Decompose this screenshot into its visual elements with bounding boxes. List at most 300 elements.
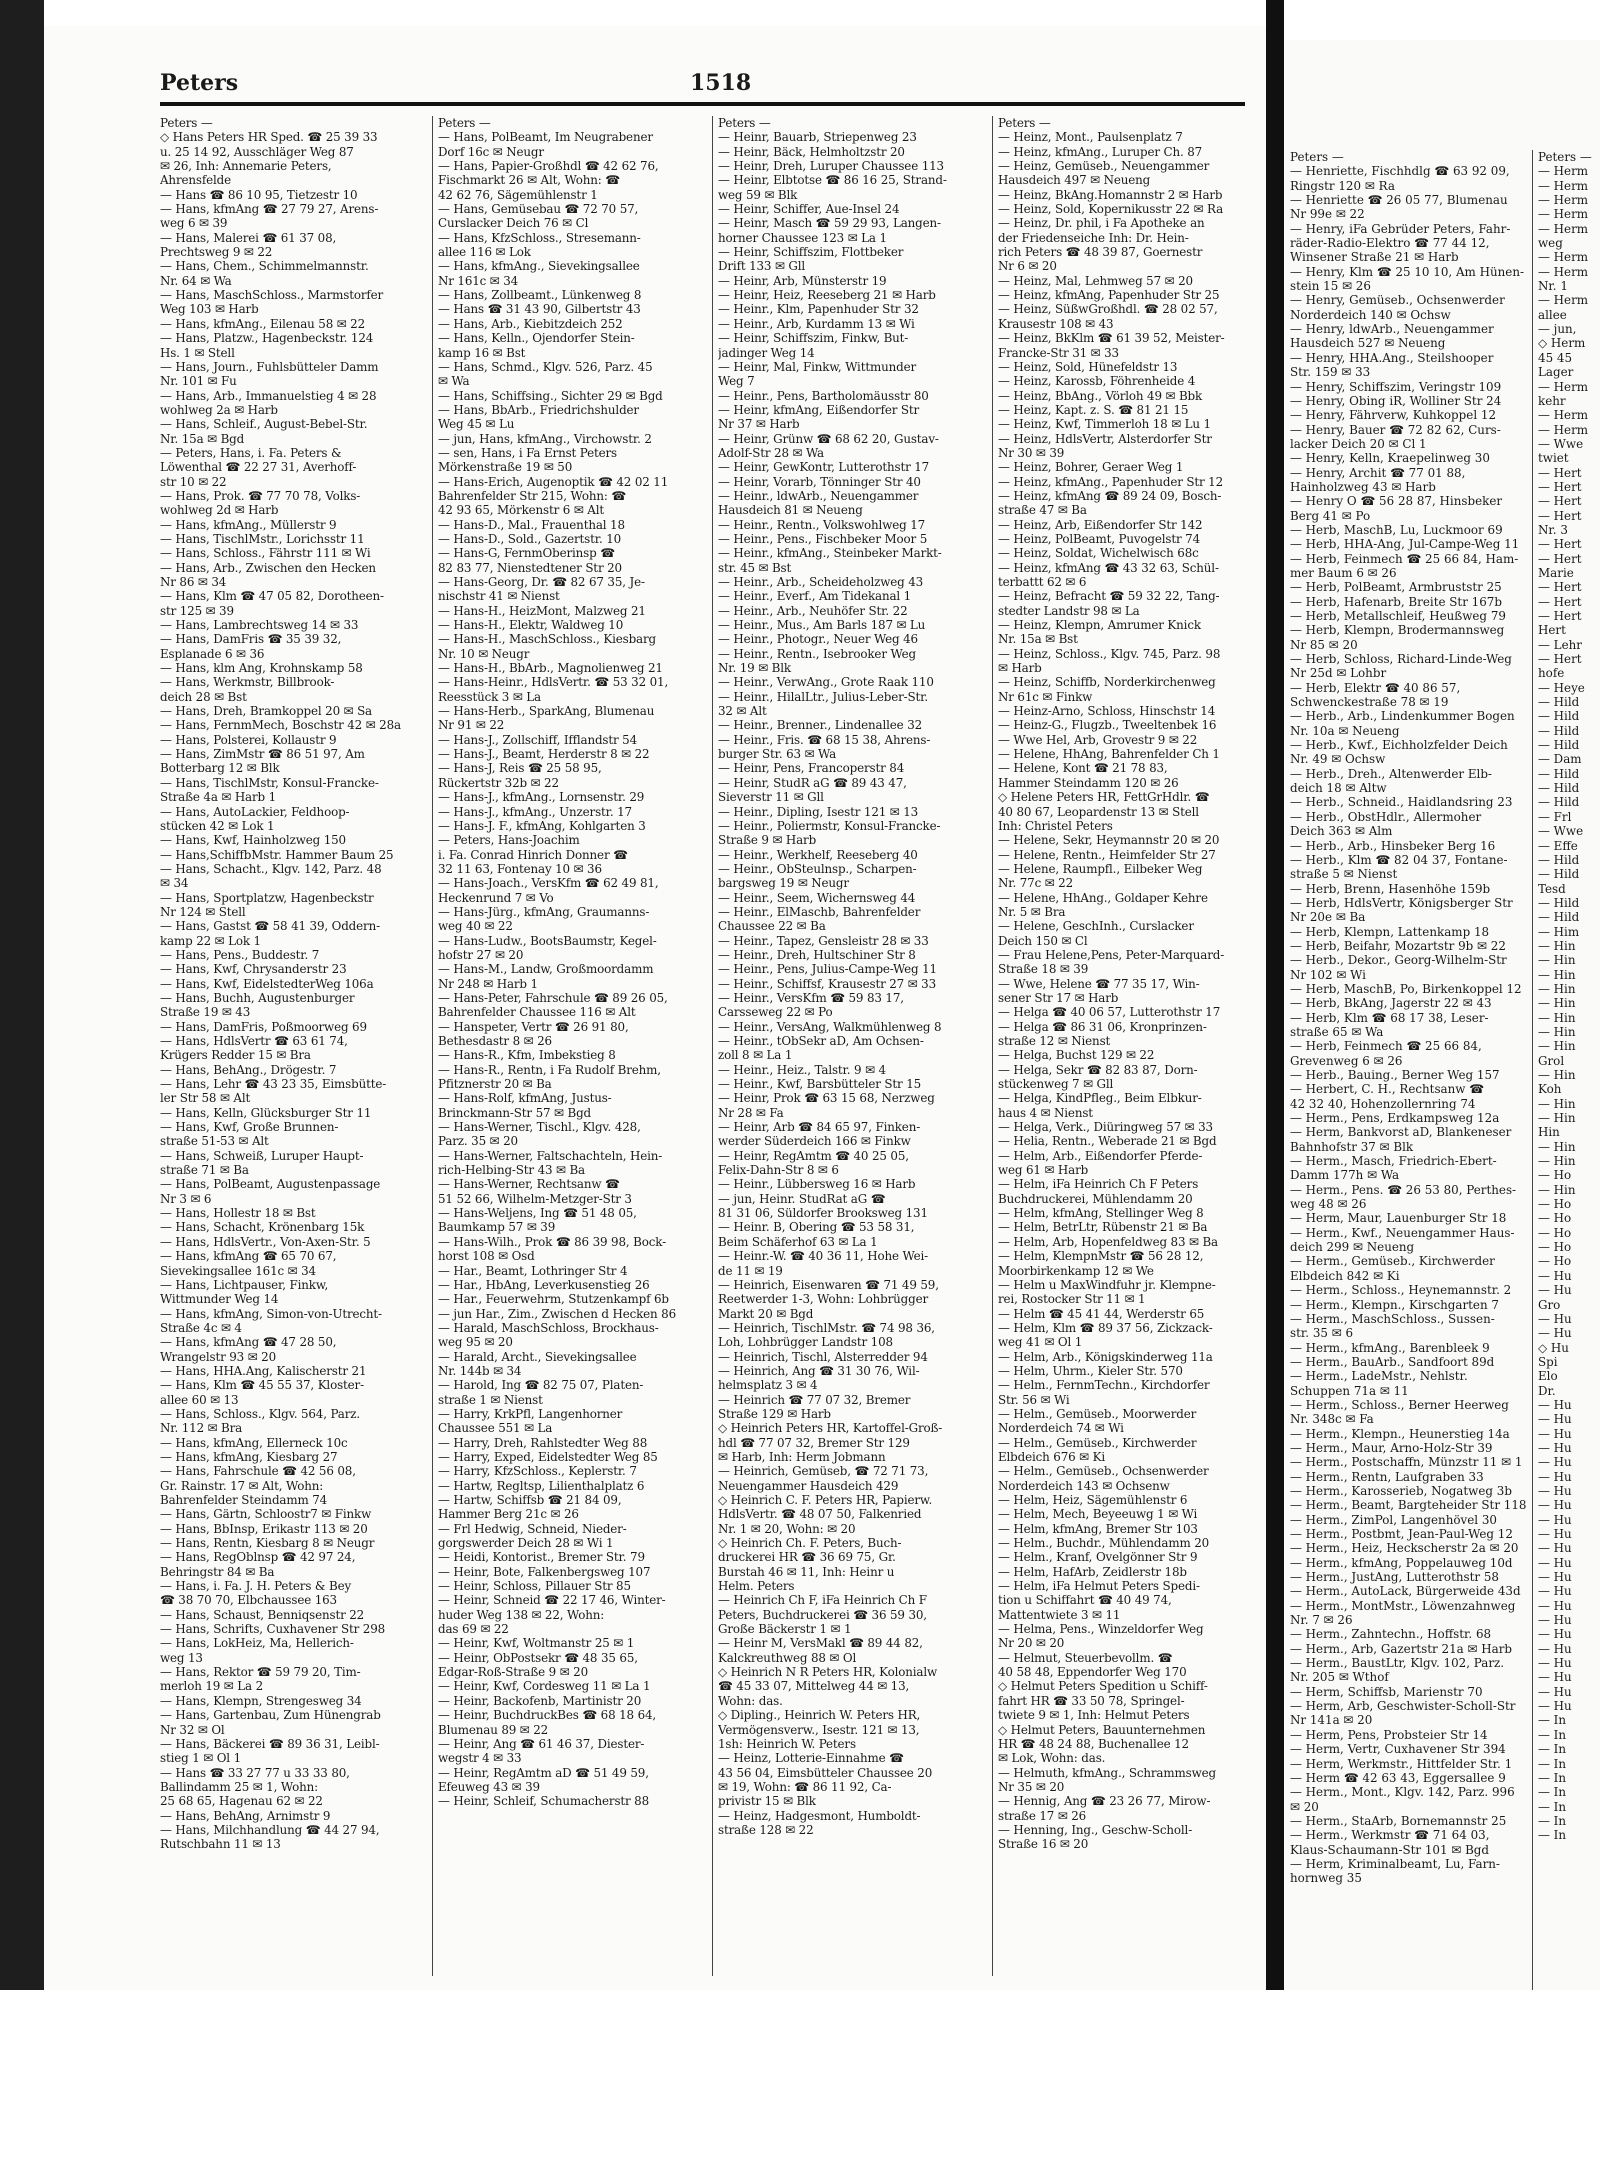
directory-entry-line: — Hans, Schmd., Klgv. 526, Parz. 45 [438, 359, 653, 374]
directory-entry-line: Dorf 16c ✉ Neugr [438, 144, 544, 159]
directory-entry-line: — Heinz, BkAng.Homannstr 2 ✉ Harb [998, 187, 1223, 202]
directory-entry-line: Reesstück 3 ✉ La [438, 689, 541, 704]
directory-entry-line: — Hans-Werner, Tischl., Klgv. 428, [438, 1120, 641, 1135]
directory-entry-line: — Hans, Schweiß, Luruper Haupt- [160, 1148, 364, 1163]
directory-entry-line: ler Str 58 ✉ Alt [160, 1091, 251, 1106]
directory-entry-line: Nr. 10 ✉ Neugr [438, 646, 530, 661]
directory-entry-line: ◇ Helmut Peters, Bauunternehmen [998, 1722, 1206, 1737]
directory-entry-line: str 10 ✉ 22 [160, 474, 227, 489]
directory-entry-line: — Heinz-G., Flugzb., Tweeltenbek 16 [998, 718, 1217, 733]
directory-entry-line: — Hin [1538, 1068, 1576, 1082]
directory-entry-line: — jun Har., Zim., Zwischen d Hecken 86 [438, 1306, 677, 1321]
directory-entry-line: — Hans, Gärtn, Schloostr7 ✉ Finkw [160, 1507, 372, 1522]
directory-entry-line: — Helga, KindPfleg., Beim Elbkur- [998, 1091, 1202, 1106]
directory-entry-line: — Hu [1538, 1326, 1572, 1341]
directory-entry-line: — In [1538, 1713, 1567, 1728]
directory-entry-line: str. 35 ✉ 6 [1290, 1326, 1354, 1341]
directory-entry-line: horner Chaussee 123 ✉ La 1 [718, 230, 887, 245]
directory-entry-line: Efeuweg 43 ✉ 39 [438, 1779, 540, 1794]
directory-entry-line: — Frl Hedwig, Schneid, Nieder- [438, 1521, 627, 1536]
directory-entry-line: — Hild [1538, 795, 1580, 810]
directory-entry-line: — Hu [1538, 1555, 1572, 1570]
directory-entry-line: Burstah 46 ✉ 11, Inh: Heinr u [718, 1564, 895, 1579]
directory-entry-line: gorgswerder Deich 28 ✉ Wi 1 [438, 1536, 614, 1551]
directory-entry-line: — Heinr., Fris. ☎ 68 15 38, Ahrens- [718, 732, 931, 747]
directory-entry-line: — Hans, DamFris, Poßmoorweg 69 [160, 1019, 367, 1034]
book-spine-edge [0, 0, 44, 1990]
directory-entry-line: — Herm., Postbmt, Jean-Paul-Weg 12 [1290, 1527, 1513, 1541]
directory-entry-line: — Hu [1538, 1584, 1572, 1599]
directory-entry-line: — Heinz, BbAng., Vörloh 49 ✉ Bbk [998, 388, 1203, 403]
directory-entry-line: Damm 177h ✉ Wa [1290, 1168, 1400, 1183]
directory-entry-line: — Heinz, Schiffb, Norderkirchenweg [998, 675, 1216, 690]
directory-entry-line: — Hans, Schleif., August-Bebel-Str. [160, 417, 368, 432]
directory-entry-line: straße 65 ✉ Wa [1290, 1024, 1384, 1039]
directory-entry-line: Nr 20e ✉ Ba [1290, 910, 1366, 925]
directory-entry-line: — Hu [1538, 1512, 1572, 1527]
directory-entry-line: — Heinr, Mal, Finkw, Wittmunder [718, 359, 916, 374]
directory-entry-line: — Heinz, kfmAng., Luruper Ch. 87 [998, 144, 1203, 159]
directory-entry-line: — Helm., Gemüseb., Ochsenwerder [998, 1464, 1209, 1479]
directory-entry-line: — Hans-Rolf, kfmAng, Justus- [438, 1091, 612, 1106]
directory-entry-line: Berg 41 ✉ Po [1290, 508, 1371, 523]
directory-entry-line: — Hans, Buchh, Augustenburger [160, 990, 355, 1005]
directory-entry-line: — Helene, Raumpfl., Eilbeker Weg [998, 861, 1203, 876]
directory-entry-line: — Wwe Hel, Arb, Grovestr 9 ✉ 22 [998, 732, 1198, 747]
directory-entry-line: — Hans, Pens., Buddestr. 7 [160, 947, 320, 962]
directory-entry-line: — Hans, Kwf, EidelstedterWeg 106a [160, 976, 374, 991]
directory-entry-line: — Harald, MaschSchloss, Brockhaus- [438, 1320, 659, 1335]
directory-entry-line: — Herm., ZimPol, Langenhövel 30 [1290, 1512, 1497, 1527]
directory-entry-line: — Hans-Peter, Fahrschule ☎ 89 26 05, [438, 990, 668, 1005]
directory-entry-line: — Heinr., Schiffsf, Krausestr 27 ✉ 33 [718, 976, 936, 991]
directory-entry-line: Große Bäckerstr 1 ✉ 1 [718, 1622, 852, 1637]
directory-entry-line: — Hild [1538, 781, 1580, 796]
directory-entry-line: Grol [1538, 1053, 1565, 1068]
directory-entry-line: Elo [1538, 1369, 1558, 1384]
directory-entry-line: Francke-Str 31 ✉ 33 [998, 345, 1119, 360]
directory-entry-line: — Helm, HafArb, Zeidlerstr 18b [998, 1564, 1187, 1579]
directory-entry-line: 42 62 76, Sägemühlenstr 1 [438, 187, 598, 202]
directory-entry-line: — Hu [1538, 1268, 1572, 1283]
directory-entry-line: — Hin [1538, 981, 1576, 996]
directory-entry-line: Norderdeich 140 ✉ Ochsw [1290, 307, 1451, 322]
directory-entry-line: Str. 56 ✉ Wi [998, 1392, 1070, 1407]
directory-entry-line: — Helm, Arb., Königskinderweg 11a [998, 1349, 1213, 1364]
directory-entry-line: — Hans, KfzSchloss., Stresemann- [438, 230, 641, 245]
directory-entry-line: — Heinr., Mus., Am Barls 187 ✉ Lu [718, 618, 926, 633]
directory-entry-line: — Herb, Feinmech ☎ 25 66 84, Ham- [1290, 551, 1519, 566]
directory-entry-line: Rutschbahn 11 ✉ 13 [160, 1837, 281, 1852]
directory-entry-line: Neuengammer Hausdeich 429 [718, 1478, 899, 1493]
directory-entry-line: — Hans, Schloss., Fährstr 111 ✉ Wi [160, 546, 371, 561]
directory-entry-line: terbattt 62 ✉ 6 [998, 575, 1087, 589]
directory-entry-line: ✉ 20 [1290, 1799, 1319, 1814]
directory-entry-line: — Hild [1538, 738, 1580, 753]
directory-entry-line: — Ho [1538, 1254, 1572, 1269]
directory-entry-line: Botterbarg 12 ✉ Blk [160, 761, 280, 776]
right-column-a-head: Peters — [1290, 150, 1344, 164]
directory-entry-line: — Helm, Arb., Eißendorfer Pferde- [998, 1148, 1203, 1163]
directory-entry-line: Sieverstr 11 ✉ Gll [718, 790, 824, 805]
directory-entry-line: — Herm., Kwf., Neuengammer Haus- [1290, 1225, 1515, 1240]
directory-entry-line: — Helm., Kranf, Ovelgönner Str 9 [998, 1550, 1198, 1565]
directory-entry-line: weg 61 ✉ Harb [998, 1163, 1089, 1178]
directory-entry-line: — Heinr, Kwf, Cordesweg 11 ✉ La 1 [438, 1679, 651, 1694]
directory-entry-line: kamp 16 ✉ Bst [438, 345, 526, 360]
directory-entry-line: u. 25 14 92, Ausschläger Weg 87 [160, 144, 354, 159]
directory-entry-line: Heckenrund 7 ✉ Vo [438, 890, 554, 905]
right-column-a-entries [1290, 164, 1526, 1885]
directory-entry-line: — Herm., Maur, Arno-Holz-Str 39 [1290, 1440, 1493, 1455]
directory-entry-line: — Dam [1538, 752, 1582, 767]
directory-entry-line: Beim Schäferhof 63 ✉ La 1 [718, 1234, 878, 1249]
directory-entry-line: Ringstr 120 ✉ Ra [1290, 178, 1395, 193]
directory-entry-line: Nr 61c ✉ Finkw [998, 689, 1093, 704]
directory-entry-line: Bethesdastr 8 ✉ 26 [438, 1034, 552, 1048]
directory-entry-line: allee 60 ✉ 13 [160, 1392, 239, 1407]
directory-entry-line: — Heinz, Kapt. z. S. ☎ 81 21 15 [998, 402, 1189, 417]
directory-entry-line: straße 128 ✉ 22 [718, 1822, 814, 1837]
directory-entry-line: — Henry, iFa Gebrüder Peters, Fahr- [1290, 221, 1511, 236]
directory-entry-line: — Herm, Werkmstr., Hittfelder Str. 1 [1290, 1756, 1513, 1771]
right-column-b-entries [1538, 164, 1600, 1842]
directory-entry-line: — Heinr., VerwAng., Grote Raak 110 [718, 675, 934, 690]
column-4-head: Peters — [998, 116, 1051, 130]
directory-entry-line: — Hans, Gartenbau, Zum Hünengrab [160, 1708, 381, 1723]
directory-entry-line: — Herm., Schloss., Berner Heerweg [1290, 1397, 1509, 1412]
directory-entry-line: i. Fa. Conrad Hinrich Donner ☎ [438, 847, 628, 862]
directory-entry-line: — Hans-J., Zollschiff, Ifflandstr 54 [438, 732, 638, 747]
directory-entry-line: Spi [1538, 1354, 1558, 1369]
column-2-head: Peters — [438, 116, 491, 130]
directory-entry-line: 43 56 04, Eimsbütteler Chaussee 20 [718, 1765, 933, 1780]
directory-entry-line: Straße 4c ✉ 4 [160, 1320, 242, 1335]
directory-entry-line: — Heinrich, Ang ☎ 31 30 76, Wil- [718, 1363, 920, 1378]
directory-entry-line: horst 108 ✉ Osd [438, 1249, 535, 1264]
directory-entry-line: twiet [1538, 451, 1569, 466]
directory-entry-line: — Heinz, Mont., Paulsenplatz 7 [998, 130, 1183, 145]
column-rule-1 [432, 116, 433, 1976]
directory-entry-line: tion u Schiffahrt ☎ 40 49 74, [998, 1593, 1172, 1608]
directory-entry-line: 40 58 48, Eppendorfer Weg 170 [998, 1665, 1187, 1680]
directory-entry-line: — Heinr, Backofenb, Martinistr 20 [438, 1693, 642, 1708]
directory-entry-line: — Hans, Gemüsebau ☎ 72 70 57, [438, 202, 639, 217]
directory-entry-line: straße 1 ✉ Nienst [438, 1392, 543, 1407]
directory-entry-line: — Ho [1538, 1211, 1572, 1226]
directory-entry-line: — Herm., MaschSchloss., Sussen- [1290, 1311, 1495, 1326]
directory-entry-line: — Herb, HdlsVertr, Königsberger Str [1290, 895, 1513, 910]
directory-entry-line: — Helga ☎ 86 31 06, Kronprinzen- [998, 1019, 1207, 1034]
directory-entry-line: — Hans, Werkmstr, Billbrook- [160, 675, 335, 690]
directory-entry-line: — Herm., kfmAng, Poppelauweg 10d [1290, 1555, 1513, 1570]
directory-entry-line: — Heinrich, Gemüseb, ☎ 72 71 73, [718, 1464, 929, 1479]
directory-entry-line: — Henry, Klm ☎ 25 10 10, Am Hünen- [1290, 264, 1524, 279]
directory-entry-line: — Heinr., tObSekr aD, Am Ochsen- [718, 1034, 924, 1048]
directory-entry-line: Mörkenstraße 19 ✉ 50 [438, 460, 573, 475]
directory-entry-line: Markt 20 ✉ Bgd [718, 1306, 814, 1321]
directory-entry-line: — Herb, Klempn, Lattenkamp 18 [1290, 924, 1490, 939]
directory-entry-line: — Herb, Brenn, Hasenhöhe 159b [1290, 881, 1491, 896]
directory-entry-line: huder Weg 138 ✉ 22, Wohn: [438, 1607, 605, 1622]
directory-entry-line: — Hans, kfmAng ☎ 65 70 67, [160, 1249, 337, 1264]
directory-entry-line: — Herm., Karosserieb, Nogatweg 3b [1290, 1483, 1512, 1498]
directory-entry-line: — Heinrich Ch F, iFa Heinrich Ch F [718, 1593, 927, 1608]
directory-entry-line: — Ho [1538, 1240, 1572, 1255]
directory-entry-line: — Hert [1538, 609, 1582, 623]
directory-entry-line: der Friedenseiche Inh: Dr. Hein- [998, 230, 1189, 245]
directory-entry-line: Inh: Christel Peters [998, 818, 1113, 833]
directory-entry-line: — Hans, RegOblnsp ☎ 42 97 24, [160, 1550, 356, 1565]
directory-entry-line: — Hu [1538, 1627, 1572, 1642]
directory-entry-line: — Herm., AutoLack, Bürgerweide 43d [1290, 1584, 1521, 1599]
directory-entry-line: — Herb, Klm ☎ 68 17 38, Leser- [1290, 1010, 1489, 1025]
directory-entry-line: — Herb, Hafenarb, Breite Str 167b [1290, 594, 1502, 609]
directory-entry-line: — Heinr., ldwArb., Neuengammer [718, 488, 919, 503]
directory-entry-line: — Hans, Malerei ☎ 61 37 08, [160, 230, 337, 245]
directory-entry-line: — Hans, klm Ang, Krohnskamp 58 [160, 661, 363, 676]
directory-entry-line: — Helene, HhAng., Goldaper Kehre [998, 890, 1208, 905]
directory-entry-line: Ballindamm 25 ✉ 1, Wohn: [160, 1779, 318, 1794]
directory-entry-line: — Heinr., kfmAng., Steinbeker Markt- [718, 546, 942, 561]
directory-entry-line: — Heinr., ElMaschb, Bahrenfelder [718, 904, 921, 919]
spine-lettering [4, 150, 40, 450]
directory-entry-line: — Hans, kfmAng, Simon-von-Utrecht- [160, 1306, 382, 1321]
directory-entry-line: stieg 1 ✉ Ol 1 [160, 1751, 241, 1766]
directory-entry-line: deich 18 ✉ Altw [1290, 781, 1387, 796]
directory-entry-line: — Herm., Schloss., Heynemannstr. 2 [1290, 1283, 1512, 1298]
directory-entry-line: — Heinr.-W. ☎ 40 36 11, Hohe Wei- [718, 1249, 929, 1264]
directory-entry-line: — Herb., Arb., Lindenkummer Bogen [1290, 709, 1515, 724]
directory-entry-line: — Hild [1538, 867, 1580, 882]
directory-entry-line: weg 41 ✉ Ol 1 [998, 1335, 1083, 1350]
directory-entry-line: — Helm, BetrLtr, Rübenstr 21 ✉ Ba [998, 1220, 1208, 1235]
directory-entry-line: Chaussee 551 ✉ La [438, 1421, 553, 1436]
directory-entry-line: — Helm, KlempnMstr ☎ 56 28 12, [998, 1249, 1204, 1264]
directory-entry-line: — Him [1538, 924, 1580, 939]
directory-entry-line: — Hans, Kelln., Ojendorfer Stein- [438, 331, 635, 346]
header-rule [160, 102, 1245, 106]
directory-entry-line: — Hans-Wilh., Prok ☎ 86 39 98, Bock- [438, 1234, 666, 1249]
directory-entry-line: — Herb, MaschB, Po, Birkenkoppel 12 [1290, 981, 1522, 996]
directory-entry-line: Hausdeich 497 ✉ Neueng [998, 173, 1151, 188]
directory-entry-line: — Heinz, Arb, Eißendorfer Str 142 [998, 517, 1203, 532]
directory-entry-line: — Hans-Joach., VersKfm ☎ 62 49 81, [438, 876, 659, 891]
directory-entry-line: — Peters, Hans-Joachim [438, 833, 580, 848]
directory-entry-line: — Hans, BehAng., Drögestr. 7 [160, 1062, 337, 1077]
directory-entry-line: — Heinr, ObPostsekr ☎ 48 35 65, [438, 1650, 638, 1665]
directory-entry-line: — Heinz, Hadgesmont, Humboldt- [718, 1808, 921, 1823]
directory-entry-line: — Hert [1538, 494, 1582, 509]
directory-entry-line: — Heinr., Tapez, Gensleistr 28 ✉ 33 [718, 933, 929, 948]
directory-entry-line: 32 11 63, Fontenay 10 ✉ 36 [438, 861, 602, 876]
directory-entry-line: — Herm, Bankvorst aD, Blankeneser [1290, 1125, 1512, 1140]
directory-entry-line: Loh, Lohbrügger Landstr 108 [718, 1335, 893, 1350]
directory-entry-line: — Hild [1538, 766, 1580, 781]
directory-entry-line: — Hans-Erich, Augenoptik ☎ 42 02 11 [438, 474, 669, 489]
directory-entry-line: Nr 161c ✉ 34 [438, 273, 519, 288]
directory-entry-line: Nr. 7 ✉ 26 [1290, 1613, 1353, 1628]
directory-entry-line: — Heinr., Rentn., Isebrooker Weg [718, 646, 916, 661]
directory-entry-line: — Herm., BauArb., Sandfoort 89d [1290, 1354, 1495, 1369]
directory-entry-line: Elbdeich 676 ✉ Ki [998, 1449, 1105, 1464]
directory-entry-line: helmsplatz 3 ✉ 4 [718, 1378, 818, 1393]
directory-entry-line: — Hans, Klempn, Strengesweg 34 [160, 1693, 362, 1708]
directory-entry-line: — Hans, PolBeamt, Augustenpassage [160, 1177, 381, 1192]
directory-entry-line: — Hans, kfmAng, Kiesbarg 27 [160, 1449, 338, 1464]
column-3-entries [718, 130, 986, 1837]
column-rule-2 [712, 116, 713, 1976]
directory-entry-line: Baumkamp 57 ✉ 39 [438, 1220, 556, 1235]
directory-entry-line: ◇ Helene Peters HR, FettGrHdlr. ☎ [998, 790, 1210, 805]
directory-entry-line: Weg 103 ✉ Harb [160, 302, 259, 317]
directory-entry-line: privistr 15 ✉ Blk [718, 1794, 816, 1809]
directory-entry-line: — Hu [1538, 1283, 1572, 1298]
directory-entry-line: burger Str. 63 ✉ Wa [718, 747, 837, 762]
directory-entry-line: — Henriette ☎ 26 05 77, Blumenau [1290, 193, 1508, 208]
directory-entry-line: wegstr 4 ✉ 33 [438, 1751, 522, 1766]
directory-entry-line: Nr 20 ✉ 20 [998, 1636, 1065, 1651]
directory-entry-line: 51 52 66, Wilhelm-Metzger-Str 3 [438, 1191, 632, 1206]
directory-entry-line: — Henning, Ing., Geschw-Scholl- [998, 1822, 1193, 1837]
directory-entry-line: — Henriette, Fischhdlg ☎ 63 92 09, [1290, 164, 1510, 179]
directory-entry-line: — Heinr., Werkhelf, Reeseberg 40 [718, 847, 918, 862]
directory-entry-line: Hert [1538, 623, 1566, 638]
directory-entry-line: — Herm., BaustLtr, Klgv. 102, Parz. [1290, 1656, 1505, 1671]
directory-entry-line: — Hans, Klm ☎ 47 05 82, Dorotheen- [160, 589, 384, 604]
directory-entry-line: ◇ Hu [1538, 1340, 1569, 1355]
directory-entry-line: — Hans, kfmAng, Ellerneck 10c [160, 1435, 348, 1450]
directory-entry-line: — Hu [1538, 1440, 1572, 1455]
directory-entry-line: — Herm, Vertr, Cuxhavener Str 394 [1290, 1742, 1506, 1757]
directory-entry-line: — Hans, Platzw., Hagenbeckstr. 124 [160, 331, 374, 346]
directory-entry-line: — Herm., Pens. ☎ 26 53 80, Perthes- [1290, 1182, 1517, 1197]
directory-entry-line: Schwenckestraße 78 ✉ 19 [1290, 695, 1449, 710]
directory-entry-line: Blumenau 89 ✉ 22 [438, 1722, 549, 1737]
directory-entry-line: Ahrensfelde [160, 173, 231, 188]
directory-entry-line: Nr 25d ✉ Lohbr [1290, 666, 1387, 681]
directory-entry-line: hofstr 27 ✉ 20 [438, 947, 524, 962]
directory-entry-line: Nr. 77c ✉ 22 [998, 876, 1073, 891]
directory-entry-line: — Helene, Sekr, Heymannstr 20 ✉ 20 [998, 833, 1220, 848]
directory-entry-line: Hausdeich 81 ✉ Neueng [718, 503, 863, 518]
directory-entry-line: — Hans-Ludw., BootsBaumstr, Kegel- [438, 933, 657, 948]
directory-entry-line: Str. 159 ✉ 33 [1290, 365, 1371, 380]
directory-entry-line: — Helm, iFa Heinrich Ch F Peters [998, 1177, 1199, 1192]
directory-entry-line: — Hans-D., Sold., Gazertstr. 10 [438, 531, 622, 546]
directory-entry-line: — Effe [1538, 838, 1578, 853]
directory-entry-line: Carsseweg 22 ✉ Po [718, 1005, 833, 1020]
directory-entry-line: — Herm [1538, 178, 1589, 193]
directory-entry-line: Pfitznerstr 20 ✉ Ba [438, 1077, 552, 1092]
directory-entry-line: — Heinr, Kwf, Woltmanstr 25 ✉ 1 [438, 1636, 635, 1651]
directory-entry-line: — jun, Heinr. StudRat aG ☎ [718, 1191, 886, 1206]
directory-entry-line: — Hans, Papier-Großhdl ☎ 42 62 76, [438, 159, 659, 174]
directory-entry-line: Norderdeich 143 ✉ Ochsenw [998, 1478, 1170, 1493]
directory-entry-line: — Helm u MaxWindfuhr jr. Klempne- [998, 1277, 1216, 1292]
directory-entry-line: — Helm., Buchdr., Mühlendamm 20 [998, 1536, 1210, 1551]
directory-entry-line: — Hans-H., HeizMont, Malzweg 21 [438, 603, 646, 618]
directory-entry-line: — Henry, Fährverw, Kuhkoppel 12 [1290, 408, 1497, 423]
directory-entry-line: — Heinr M, VersMakl ☎ 89 44 82, [718, 1636, 923, 1651]
directory-entry-line: — Hin [1538, 996, 1576, 1011]
directory-entry-line: — Heinr., Klm, Papenhuder Str 32 [718, 302, 919, 317]
directory-entry-line: — Heinz, HdlsVertr, Alsterdorfer Str [998, 431, 1212, 446]
directory-entry-line: — Heinr, Elbtotse ☎ 86 16 25, Strand- [718, 173, 947, 188]
directory-entry-line: — Hu [1538, 1527, 1572, 1541]
directory-entry-line: — Hans, MaschSchloss., Marmstorfer [160, 288, 384, 303]
directory-entry-line: werder Süderdeich 166 ✉ Finkw [718, 1134, 911, 1149]
directory-entry-line: — Hans-Werner, Rechtsanw ☎ [438, 1177, 620, 1192]
directory-entry-line: — Hans ☎ 31 43 90, Gilbertstr 43 [438, 302, 641, 317]
directory-entry-line: — Hans, Lichtpauser, Finkw, [160, 1277, 329, 1292]
directory-entry-line: — Heinz, Lotterie-Einnahme ☎ [718, 1751, 904, 1766]
directory-entry-line: — In [1538, 1813, 1567, 1828]
directory-entry-line: — Heinz, BkKlm ☎ 61 39 52, Meister- [998, 331, 1225, 346]
directory-entry-line: — Helga, Buchst 129 ✉ 22 [998, 1048, 1155, 1063]
directory-entry-line: — Henry O ☎ 56 28 87, Hinsbeker [1290, 494, 1503, 509]
directory-entry-line: — Hans, Gastst ☎ 58 41 39, Oddern- [160, 919, 380, 934]
directory-entry-line: — Hans, Lehr ☎ 43 23 35, Eimsbütte- [160, 1077, 387, 1092]
directory-entry-line: — Herb., Dekor., Georg-Wilhelm-Str [1290, 953, 1507, 968]
directory-entry-line: Nr 30 ✉ 39 [998, 445, 1065, 460]
directory-entry-line: — Hert [1538, 508, 1582, 523]
directory-entry-line: — Hu [1538, 1684, 1572, 1699]
directory-entry-line: — Herm., Mont., Klgv. 142, Parz. 996 [1290, 1785, 1515, 1800]
directory-entry-line: — Hin [1538, 1111, 1576, 1126]
directory-entry-line: — Herm., Werkmstr ☎ 71 64 03, [1290, 1828, 1490, 1843]
directory-entry-line: — Heinz, Befracht ☎ 59 32 22, Tang- [998, 589, 1220, 604]
right-page [1284, 40, 1600, 1990]
directory-entry-line: Weg 7 [718, 374, 755, 389]
directory-entry-line: — Herm., StaArb, Bornemannstr 25 [1290, 1813, 1507, 1828]
directory-entry-line: Parz. 35 ✉ 20 [438, 1134, 518, 1149]
directory-entry-line: Koh [1538, 1082, 1562, 1097]
directory-entry-line: rei, Rostocker Str 11 ✉ 1 [998, 1292, 1146, 1307]
directory-entry-line: Moorbirkenkamp 12 ✉ We [998, 1263, 1154, 1278]
page-number: 1518 [690, 70, 752, 96]
directory-entry-line: HdlsVertr. ☎ 48 07 50, Falkenried [718, 1507, 922, 1522]
directory-entry-line: — Hild [1538, 852, 1580, 867]
directory-entry-line: — In [1538, 1799, 1567, 1814]
directory-entry-line: — Har., Feuerwehrm, Stutzenkampf 6b [438, 1292, 669, 1307]
directory-entry-line: stücken 42 ✉ Lok 1 [160, 818, 275, 833]
directory-entry-line: — Heinz, Bohrer, Geraer Weg 1 [998, 460, 1184, 475]
directory-entry-line: str. 45 ✉ Bst [718, 560, 792, 575]
directory-entry-line: bargsweg 19 ✉ Neugr [718, 876, 849, 891]
directory-entry-line: jadinger Weg 14 [718, 345, 815, 360]
directory-entry-line: — Hans, Lambrechtsweg 14 ✉ 33 [160, 618, 359, 633]
directory-entry-line: — Hild [1538, 910, 1580, 925]
directory-entry-line: Nr. 205 ✉ Wthof [1290, 1670, 1389, 1685]
directory-entry-line: — Herm., Heiz, Heckscherstr 2a ✉ 20 [1290, 1541, 1519, 1556]
column-3-head: Peters — [718, 116, 771, 130]
directory-entry-line: Nr. 3 [1538, 522, 1568, 537]
directory-entry-line: Nr. 1 ✉ 20, Wohn: ✉ 20 [718, 1521, 856, 1536]
directory-entry-line: — Herm [1538, 207, 1589, 222]
directory-entry-line: — Helmuth, kfmAng., Schrammsweg [998, 1765, 1216, 1780]
directory-entry-line: — Hild [1538, 895, 1580, 910]
directory-entry-line: Grevenweg 6 ✉ 26 [1290, 1053, 1403, 1068]
directory-entry-line: — Hin [1538, 1139, 1576, 1154]
directory-entry-line: Nr. 348c ✉ Fa [1290, 1412, 1374, 1427]
directory-entry-line: — Heinr, Schneid ☎ 22 17 46, Winter- [438, 1593, 666, 1608]
directory-entry-line: Straße 19 ✉ 43 [160, 1005, 251, 1020]
directory-entry-line: — Hu [1538, 1541, 1572, 1556]
directory-entry-line: stückenweg 7 ✉ Gll [998, 1077, 1114, 1092]
directory-entry-line: — Harry, Exped, Eidelstedter Weg 85 [438, 1449, 658, 1464]
directory-column-4 [998, 116, 1252, 1976]
